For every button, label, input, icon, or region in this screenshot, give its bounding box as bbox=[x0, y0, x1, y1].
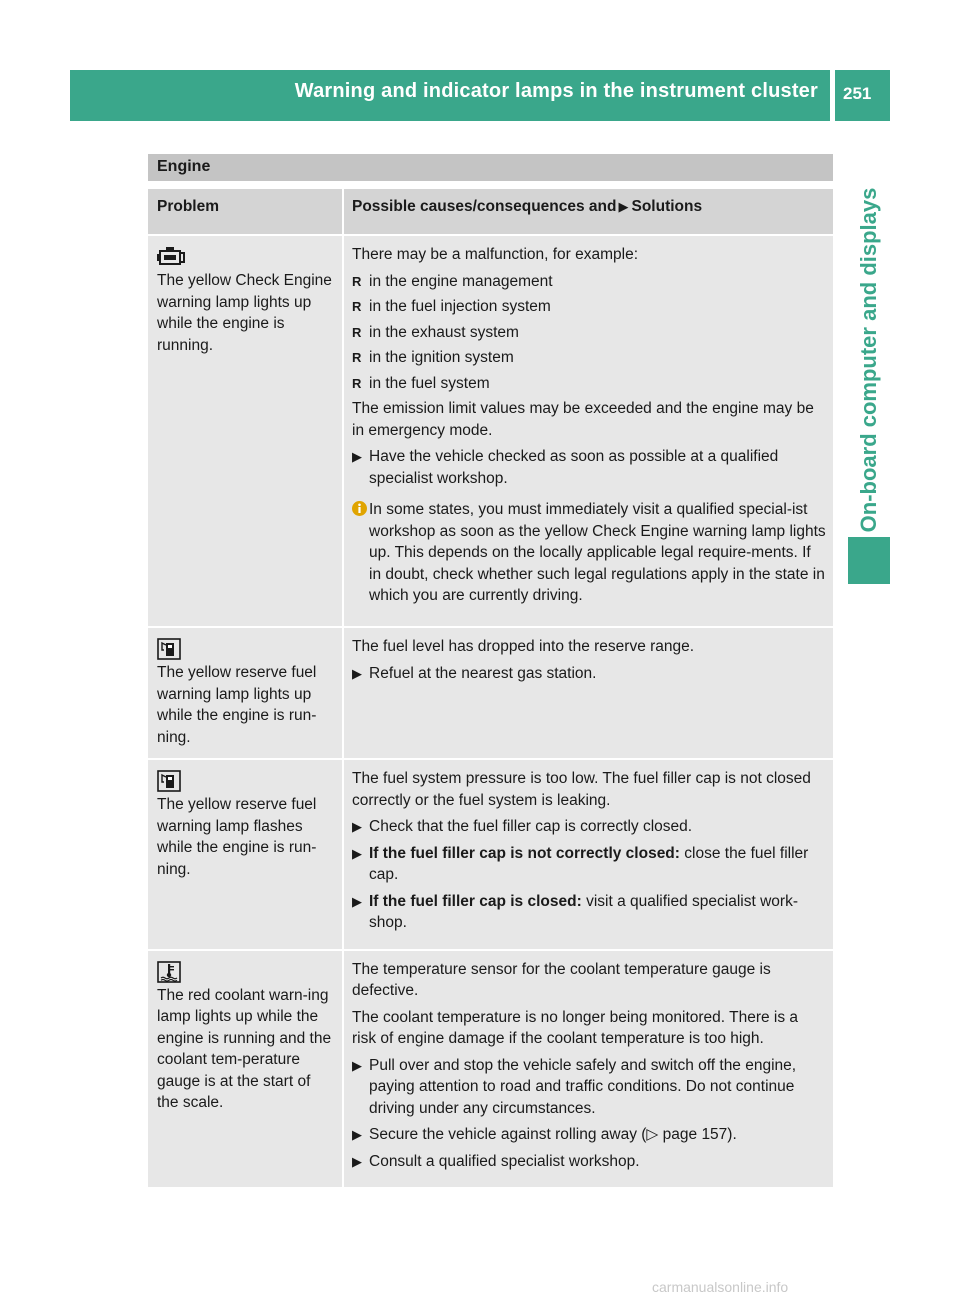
action-step: ▶ Check that the fuel filler cap is correctly closed. bbox=[352, 816, 826, 838]
action-arrow-icon: ▶ bbox=[352, 1153, 362, 1169]
table-row bbox=[148, 951, 833, 1190]
solution-cell bbox=[342, 628, 833, 760]
list-item: R in the exhaust system bbox=[352, 322, 826, 344]
action-arrow-icon: ▶ bbox=[352, 449, 362, 464]
side-tab-marker bbox=[848, 537, 890, 584]
problem-text: The yellow Check Engine warning lamp lights up while the engine is running. bbox=[157, 272, 332, 354]
problem-text: The yellow reserve fuel warning lamp lights up while the engine is run-ning. bbox=[157, 664, 317, 746]
page-reference[interactable]: Secure the vehicle against rolling away (▷ page 157). bbox=[369, 1126, 737, 1143]
section-title: Engine bbox=[157, 158, 211, 175]
action-arrow-icon: ▶ bbox=[352, 1127, 362, 1142]
action-arrow-icon: ▶ bbox=[352, 893, 362, 909]
list-item: R in the engine management bbox=[352, 271, 826, 293]
watermark: carmanualsonline.info bbox=[652, 1279, 789, 1295]
solution-cell bbox=[342, 760, 833, 951]
list-item: R in the fuel system bbox=[352, 373, 826, 395]
list-item: R in the ignition system bbox=[352, 347, 826, 369]
section-header bbox=[148, 154, 833, 181]
cause-intro: The fuel system pressure is too low. The fuel filler cap is not closed correctly or the fuel system is leaking. bbox=[352, 770, 811, 809]
fuel-reserve-icon bbox=[157, 770, 193, 792]
problem-cell bbox=[148, 760, 342, 951]
chapter-title: Warning and indicator lamps in the instrument cluster bbox=[294, 80, 818, 102]
action-step: ▶ Consult a qualified specialist workshop. bbox=[352, 1151, 826, 1173]
info-note: In some states, you must immediately visit a qualified special-ist workshop as soon as the yellow Check Engine warning lamp lights up. This depends on the locally applicable legal require-ments. If in doubt, check whether such legal regulations apply in the state in which you are currently driving. bbox=[352, 499, 826, 607]
action-arrow-icon: ▶ bbox=[352, 665, 362, 681]
fuel-reserve-icon bbox=[157, 638, 193, 660]
page-header bbox=[70, 70, 830, 121]
cause-intro: There may be a malfunction, for example: bbox=[352, 246, 639, 263]
engine-warnings-table bbox=[148, 189, 833, 1189]
action-arrow-icon: ▶ bbox=[618, 199, 629, 214]
side-tab bbox=[848, 160, 890, 560]
page-number-box bbox=[835, 70, 890, 121]
action-step bbox=[352, 1124, 826, 1146]
problem-cell bbox=[148, 236, 342, 628]
table-row bbox=[148, 760, 833, 951]
column-header-solutions: Possible causes/consequences and ▶ Solutions bbox=[342, 189, 833, 236]
problem-cell bbox=[148, 628, 342, 760]
action-step: ▶ If the fuel filler cap is closed: visit a qualified specialist work-shop. bbox=[352, 892, 798, 931]
consequence-note: The emission limit values may be exceeded and the engine may be in emergency mode. bbox=[352, 400, 814, 439]
solution-cell bbox=[342, 236, 833, 628]
action-arrow-icon: ▶ bbox=[352, 1057, 362, 1073]
cause-intro: The temperature sensor for the coolant temperature gauge is defective. bbox=[352, 960, 771, 999]
solution-cell bbox=[342, 951, 833, 1190]
action-step: ▶ If the fuel filler cap is not correctly closed: close the fuel filler cap. bbox=[352, 844, 809, 883]
problem-cell bbox=[148, 951, 342, 1190]
action-arrow-icon: ▶ bbox=[352, 819, 362, 834]
page-number: 251 bbox=[843, 84, 872, 103]
list-item: R in the fuel injection system bbox=[352, 296, 826, 318]
table-row bbox=[148, 236, 833, 628]
table-header-row bbox=[148, 189, 833, 236]
coolant-temperature-icon bbox=[157, 961, 193, 983]
action-step: ▶ Have the vehicle checked as soon as possible at a qualified specialist workshop. bbox=[352, 448, 779, 487]
consequence-note: The coolant temperature is no longer being monitored. There is a risk of engine damage if the coolant temperature is too high. bbox=[352, 1008, 799, 1047]
table-row bbox=[148, 628, 833, 760]
info-icon bbox=[352, 501, 367, 516]
action-step: ▶ Pull over and stop the vehicle safely and switch off the engine, paying attention to road and traffic conditions. Do not continue driving under any circumstances. bbox=[352, 1056, 797, 1117]
problem-text: The yellow reserve fuel warning lamp flashes while the engine is run-ning. bbox=[157, 796, 317, 878]
action-arrow-icon: ▶ bbox=[352, 845, 362, 861]
column-header-problem: Problem bbox=[148, 189, 342, 236]
cause-intro: The fuel level has dropped into the reserve range. bbox=[352, 638, 695, 655]
side-tab-label: On-board computer and displays bbox=[856, 187, 881, 533]
action-step: ▶ Refuel at the nearest gas station. bbox=[352, 663, 826, 685]
check-engine-icon bbox=[157, 246, 193, 268]
problem-text: The red coolant warn-ing lamp lights up while the engine is running and the coolant tem-perature gauge is at the start of the scale. bbox=[157, 986, 332, 1111]
